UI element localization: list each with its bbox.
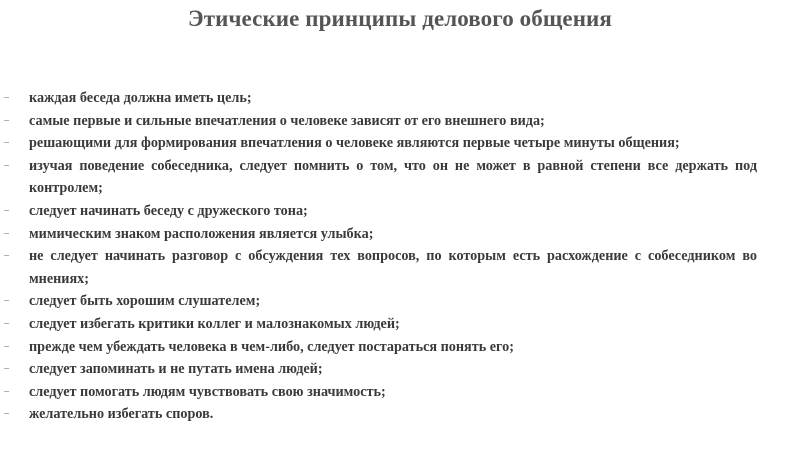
bullet-item [0,245,800,290]
bullet-item [0,381,800,404]
bullet-item [0,403,800,426]
bullet-text: желательно избегать споров. [29,406,214,423]
bullet-item [0,223,800,246]
bullet-text: следует избегать критики коллег и малознакомых людей; [29,315,400,332]
bullet-marker: – [4,250,9,262]
bullet-text: самые первые и сильные впечатления о человеке зависят от его внешнего вида; [29,112,545,129]
bullet-text: следует помогать людям чувствовать свою значимость; [29,383,386,400]
bullet-marker: – [4,114,9,126]
bullet-text: прежде чем убеждать человека в чем-либо, следует постараться понять его; [29,338,514,355]
bullet-item [0,290,800,313]
bullet-marker: – [4,295,9,307]
bullet-text: следует запоминать и не путать имена людей; [29,361,323,378]
bullet-marker: – [4,204,9,216]
bullet-item [0,358,800,381]
bullet-text: следует быть хорошим слушателем; [29,293,261,310]
bullet-text: каждая беседа должна иметь цель; [29,90,252,106]
bullet-marker: – [4,363,9,375]
bullet-item [0,155,800,200]
bullet-marker: – [4,385,9,397]
bullet-item [0,110,800,133]
bullet-marker: – [4,227,9,239]
bullet-marker: – [4,137,9,149]
bullet-marker: – [4,408,9,420]
bullet-text: решающими для формирования впечатления о человеке являются первые четыре минуты общения; [29,135,680,152]
bullet-item [0,132,800,155]
bullet-text: мимическим знаком расположения является улыбка; [29,225,374,242]
bullet-item [0,313,800,336]
slide-title: Этические принципы делового общения [188,6,612,31]
bullet-text: следует начинать беседу с дружеского тона; [29,202,308,219]
bullet-marker: – [4,340,9,352]
bullet-item [0,336,800,359]
bullet-marker: – [4,317,9,329]
bullet-item [0,87,800,110]
bullet-item [0,200,800,223]
bullet-marker: – [4,159,9,171]
bullet-marker: – [4,92,9,103]
bullet-text: не следует начинать разговор с обсуждения тех вопросов, по которым есть расхождение с собеседником во мнениях; [29,248,757,287]
bullet-text: изучая поведение собеседника, следует помнить о том, что он не может в равной степени все держать под контролем; [29,157,757,197]
bullet-list [0,87,800,426]
